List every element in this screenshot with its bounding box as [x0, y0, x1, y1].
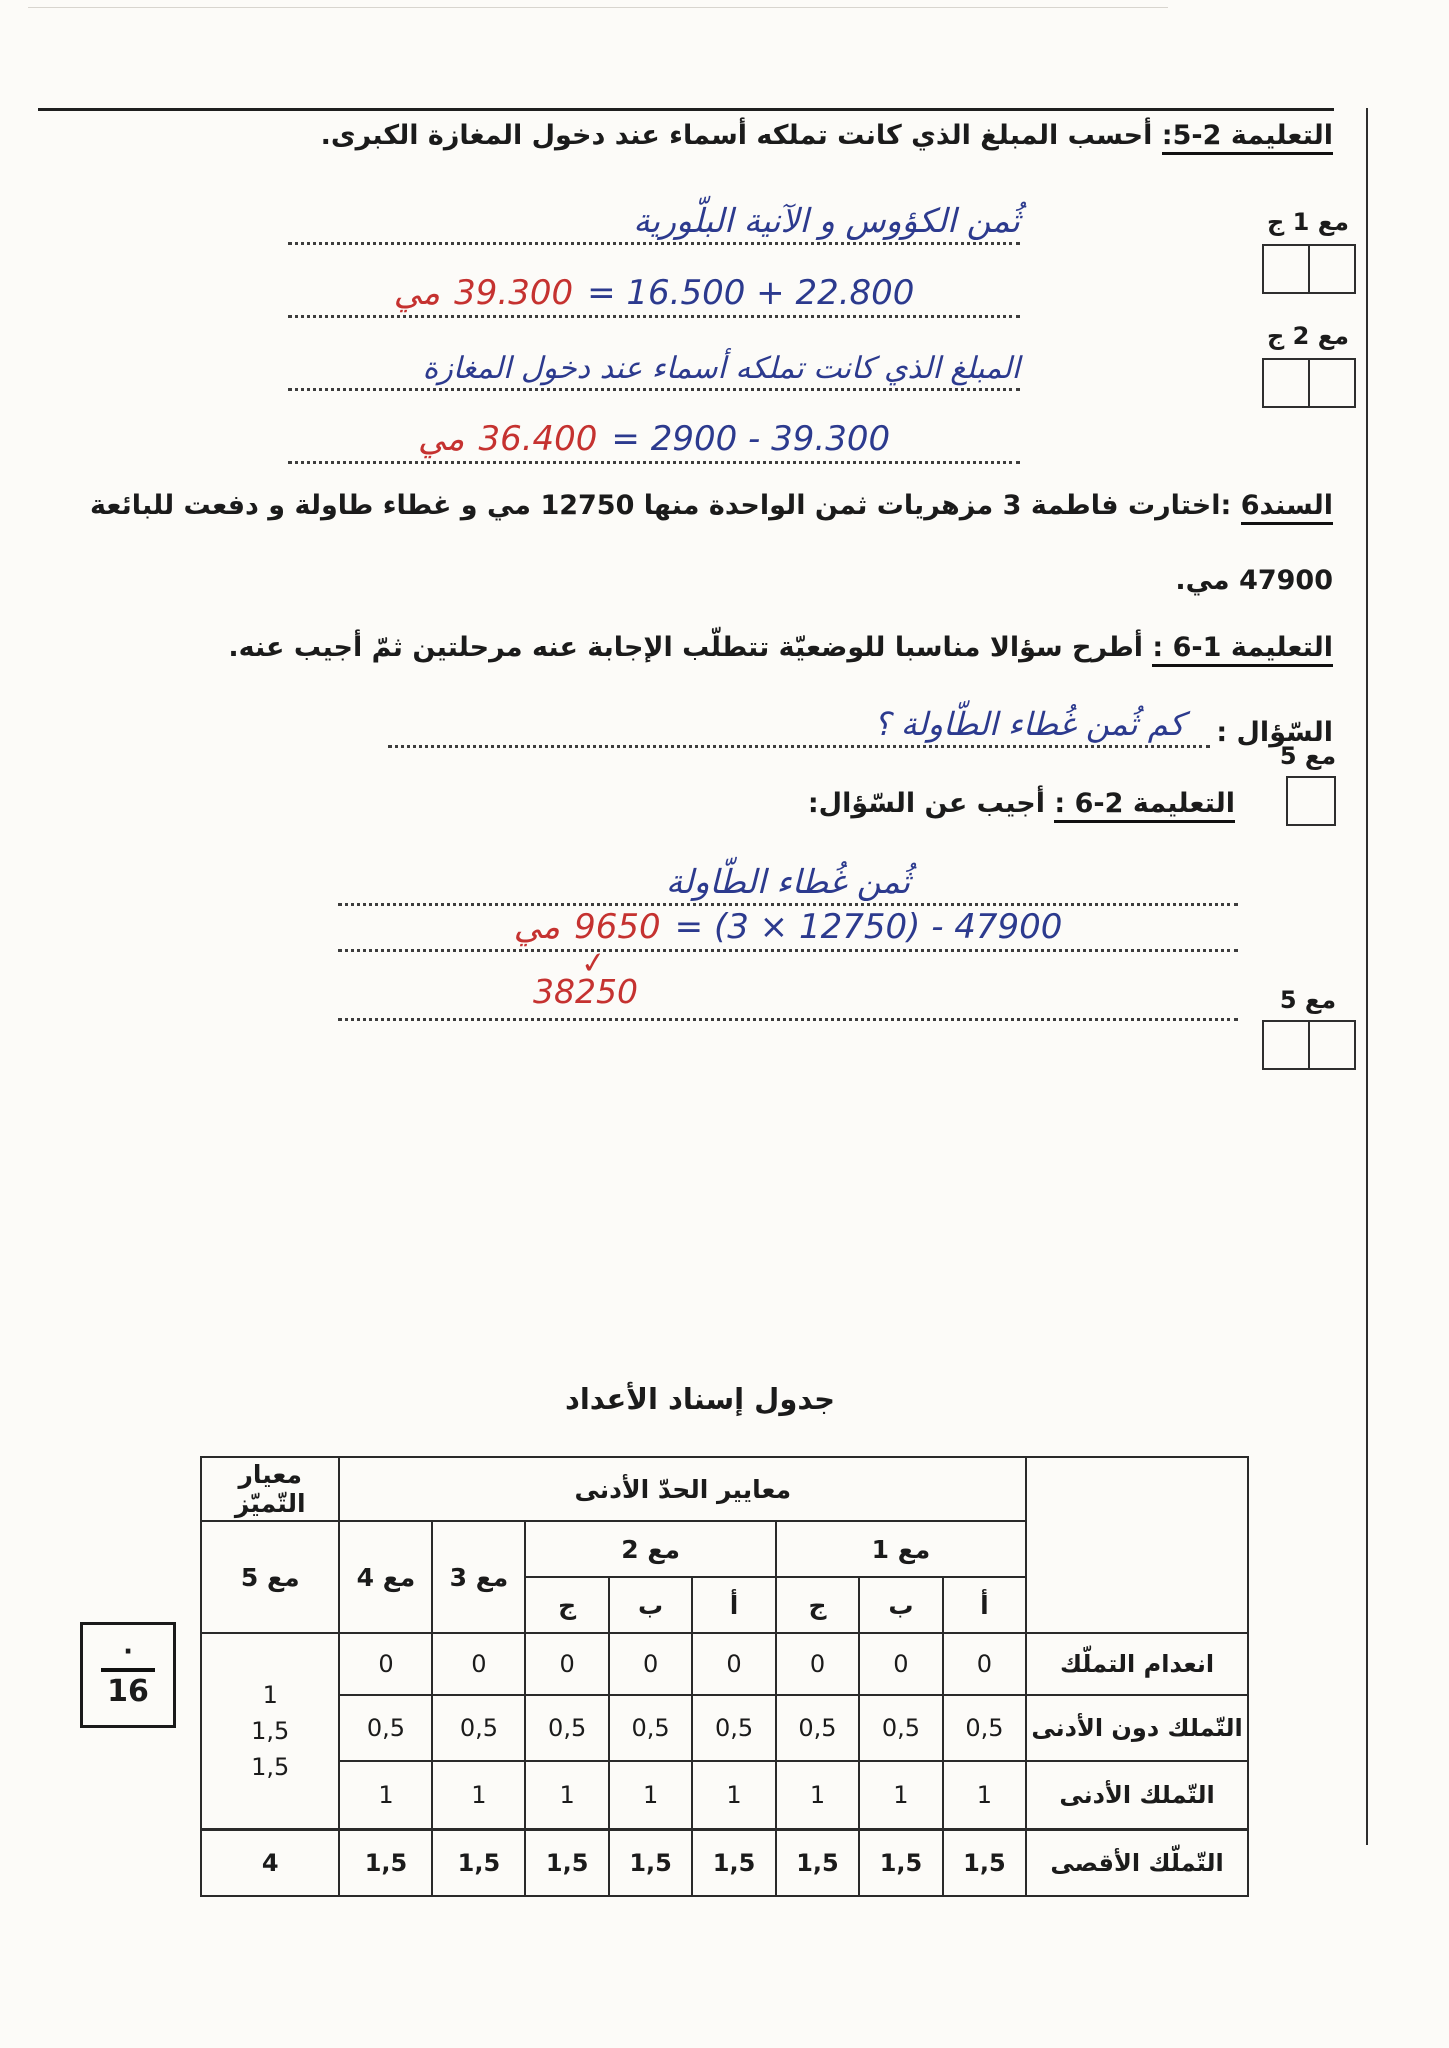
eq2-result: 36.400 — [478, 419, 598, 459]
total-score-box — [80, 1622, 176, 1728]
answer-line — [288, 172, 1020, 245]
grading-table — [200, 1456, 1249, 1897]
answer-line — [288, 318, 1020, 391]
score-cell — [1264, 360, 1308, 406]
criterion-group-1: مع 1 — [776, 1521, 1026, 1577]
instruction-6-1 — [93, 630, 1333, 666]
answer-line — [288, 391, 1020, 464]
task6-answer-area — [338, 842, 1238, 1021]
score-value: 0,5 — [859, 1695, 942, 1761]
eq3-result: 9650 — [574, 907, 661, 947]
intermediate-result: 38250 — [533, 972, 638, 1011]
instruction-6-2-label: التعليمة 2-6 : — [1054, 788, 1235, 823]
score-value: 0,5 — [339, 1695, 432, 1761]
instruction-6-2 — [808, 786, 1235, 822]
support-6-amount: 47900 مي. — [1175, 565, 1333, 596]
score-value: 0,5 — [776, 1695, 859, 1761]
score-value: 1 — [432, 1761, 525, 1830]
score-value: 0,5 — [943, 1695, 1026, 1761]
criterion-group-5: مع 5 — [201, 1521, 339, 1633]
score-value: 1 — [609, 1761, 692, 1830]
support-6-label: السند6 — [1241, 490, 1333, 525]
table-row — [201, 1695, 1248, 1761]
eq1-result: 39.300 — [454, 273, 574, 313]
question-answer-line — [388, 705, 1210, 748]
scan-edge-artifact — [28, 7, 1168, 8]
score-value: 1 — [692, 1761, 775, 1830]
score-value: 1 — [776, 1761, 859, 1830]
row-label: انعدام التملّك — [1026, 1633, 1248, 1695]
excellence-value: 1,5 — [251, 1717, 290, 1745]
score-value: 1,5 — [776, 1830, 859, 1897]
criterion-group-3: مع 3 — [432, 1521, 525, 1633]
min-criteria-header: معايير الحدّ الأدنى — [339, 1457, 1026, 1521]
score-value: 0 — [339, 1633, 432, 1695]
instruction-5-2-label: التعليمة 2-5: — [1162, 120, 1333, 155]
score-value: 1 — [339, 1761, 432, 1830]
instruction-5-2 — [213, 118, 1333, 154]
answer-line — [338, 944, 1238, 1021]
task5-work-area — [288, 172, 1020, 464]
margin-score-box-1 — [1262, 244, 1356, 294]
support-6-text: :اختارت فاطمة 3 مزهريات ثمن الواحدة منها 12750 مي و غطاء طاولة و دفعت للبائعة — [90, 490, 1241, 521]
score-cell — [1308, 246, 1354, 292]
score-cell — [1308, 360, 1354, 406]
top-horizontal-rule — [38, 108, 1334, 111]
subcol-b: ب — [609, 1577, 692, 1633]
score-cell — [1264, 246, 1308, 292]
score-value: 0,5 — [609, 1695, 692, 1761]
grading-margin-rule — [1366, 108, 1368, 1845]
red-check-mark: ✓ — [579, 944, 608, 983]
handwritten-text-amount: المبلغ الذي كانت تملكه أسماء عند دخول المغازة — [422, 351, 1020, 386]
score-value: 1,5 — [525, 1830, 608, 1897]
subcol-c: ج — [776, 1577, 859, 1633]
score-value: 0 — [943, 1633, 1026, 1695]
row-label: التّملك دون الأدنى — [1026, 1695, 1248, 1761]
score-value: 0 — [432, 1633, 525, 1695]
score-denominator: 16 — [107, 1674, 149, 1710]
subcol-a: أ — [943, 1577, 1026, 1633]
excellence-header: معيار التّميّز — [201, 1457, 339, 1521]
score-value: 1,5 — [339, 1830, 432, 1897]
margin-score-box-3 — [1286, 776, 1336, 826]
score-cell — [1264, 1022, 1308, 1068]
score-value: 0,5 — [432, 1695, 525, 1761]
table-row — [201, 1761, 1248, 1830]
question-row — [388, 694, 1333, 748]
handwritten-text-glasses: ثُمن الكؤوس و الآنية البلّورية — [633, 201, 1020, 240]
row-label: التّملّك الأقصى — [1026, 1830, 1248, 1897]
excellence-merged-cell — [201, 1633, 339, 1830]
answer-line — [338, 842, 1238, 906]
grading-table-title: جدول إسناد الأعداد — [564, 1382, 836, 1416]
score-value: 0 — [692, 1633, 775, 1695]
score-value: 0 — [525, 1633, 608, 1695]
handwritten-question: كم ثُمن غُطاء الطّاولة ؟ — [873, 705, 1185, 743]
margin-mark-label-2: مع 2 ج — [1267, 322, 1349, 350]
question-label: السّؤال : — [1216, 717, 1333, 748]
margin-score-box-4 — [1262, 1020, 1356, 1070]
score-value: 1,5 — [432, 1830, 525, 1897]
criterion-group-2: مع 2 — [525, 1521, 775, 1577]
table-corner-cell — [1026, 1457, 1248, 1633]
handwritten-equation-1 — [394, 273, 915, 313]
subcol-b: ب — [859, 1577, 942, 1633]
score-value: 1,5 — [609, 1830, 692, 1897]
handwritten-equation-3 — [514, 907, 1063, 947]
grading-table-wrap — [200, 1456, 1249, 1897]
subcol-a: أ — [692, 1577, 775, 1633]
instruction-6-1-text: أطرح سؤالا مناسبا للوضعيّة تتطلّب الإجابة عنه مرحلتين ثمّ أجيب عنه. — [228, 632, 1153, 663]
score-value: 0 — [609, 1633, 692, 1695]
excellence-max-value: 4 — [201, 1830, 339, 1897]
score-value: 1,5 — [692, 1830, 775, 1897]
row-label: التّملك الأدنى — [1026, 1761, 1248, 1830]
score-value: 0,5 — [692, 1695, 775, 1761]
margin-score-box-2 — [1262, 358, 1356, 408]
instruction-6-2-text: أجيب عن السّؤال: — [807, 788, 1055, 819]
criterion-group-4: مع 4 — [339, 1521, 432, 1633]
eq2-unit: مي — [417, 419, 465, 459]
instruction-6-1-label: التعليمة 1-6 : — [1152, 632, 1333, 667]
support-6 — [68, 488, 1333, 524]
eq3-expression: = (3 × 12750) - 47900 — [674, 907, 1063, 947]
score-value: 1,5 — [859, 1830, 942, 1897]
score-value: 0 — [776, 1633, 859, 1695]
margin-mark-label-4: مع 5 — [1279, 986, 1337, 1014]
handwritten-equation-2 — [418, 419, 890, 459]
score-value: 0 — [859, 1633, 942, 1695]
answer-line — [338, 906, 1238, 952]
table-row — [201, 1633, 1248, 1695]
margin-mark-label-1: مع 1 ج — [1267, 208, 1349, 236]
eq3-unit: مي — [513, 907, 561, 947]
answer-line — [288, 245, 1020, 318]
score-value: 1 — [943, 1761, 1026, 1830]
fraction-bar — [101, 1668, 155, 1672]
excellence-value: 1 — [262, 1681, 278, 1709]
score-numerator-placeholder: · — [123, 1636, 133, 1667]
subcol-c: ج — [525, 1577, 608, 1633]
eq2-expression: = 2900 - 39.300 — [611, 419, 891, 459]
excellence-value: 1,5 — [251, 1753, 290, 1781]
score-value: 0,5 — [525, 1695, 608, 1761]
score-value: 1 — [525, 1761, 608, 1830]
score-cell — [1308, 1022, 1354, 1068]
score-cell — [1288, 778, 1334, 824]
table-row — [201, 1830, 1248, 1897]
score-value: 1 — [859, 1761, 942, 1830]
score-value: 1,5 — [943, 1830, 1026, 1897]
eq1-expression: = 16.500 + 22.800 — [587, 273, 915, 313]
instruction-5-2-text: أحسب المبلغ الذي كانت تملكه أسماء عند دخول المغازة الكبرى. — [320, 120, 1162, 151]
margin-mark-label-3: مع 5 — [1279, 742, 1337, 770]
eq1-unit: مي — [393, 273, 441, 313]
handwritten-answer-title: ثُمن غُطاء الطّاولة — [665, 862, 911, 901]
